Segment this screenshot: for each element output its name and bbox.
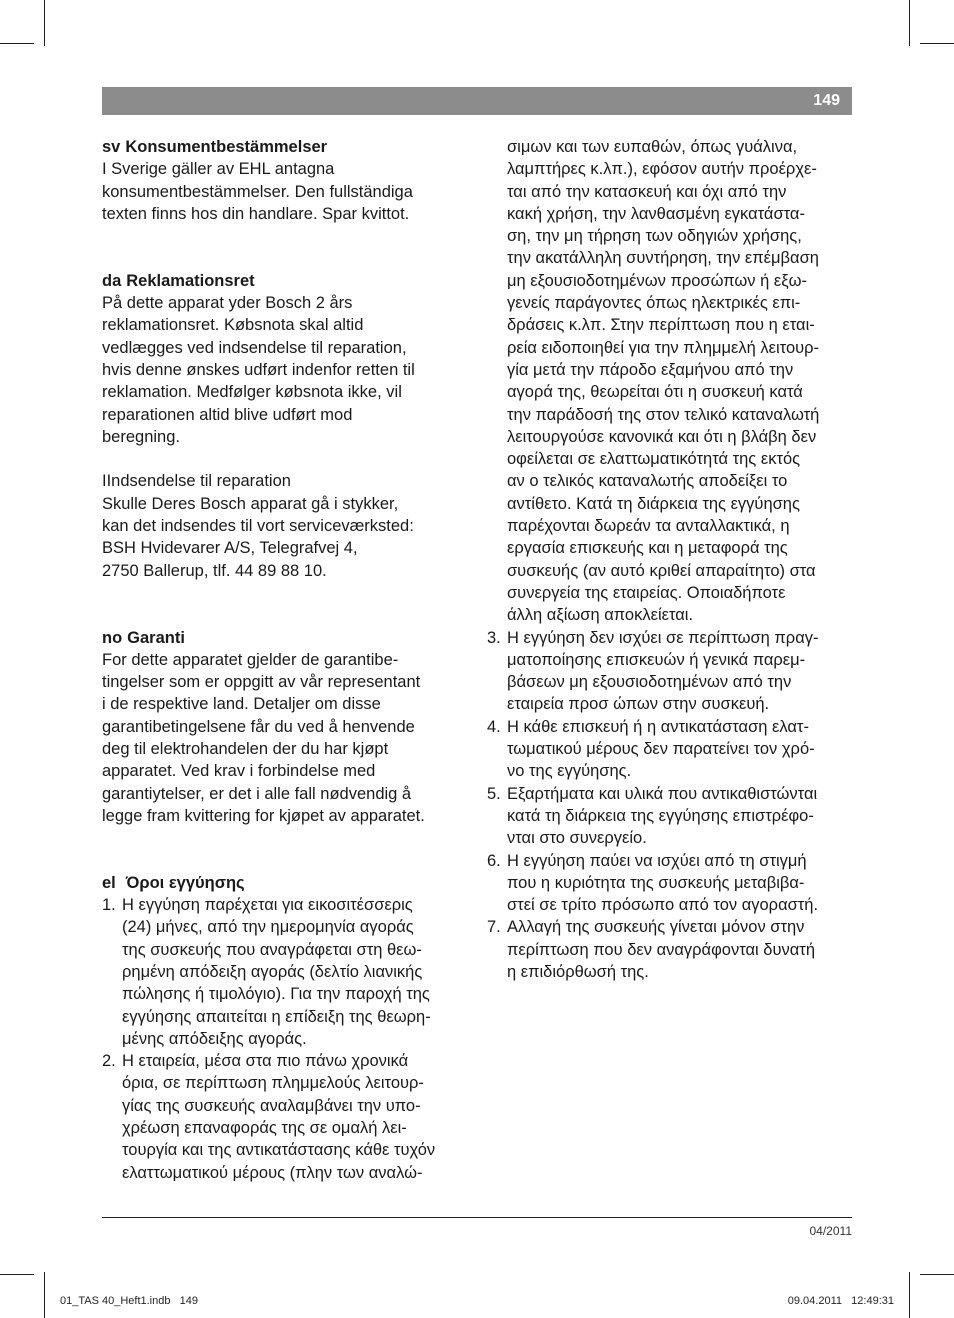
- item-line: εγγύησης απαιτείται η επίδειξη της θεωρη-: [122, 1007, 431, 1026]
- item-line: λαμπτήρες κ.λπ.), εφόσον αυτήν προέρχε-: [507, 160, 817, 179]
- paragraph-line: vedlægges ved indsendelse til reparation,: [102, 338, 407, 357]
- terms-list: [487, 627, 853, 984]
- paragraph-line: legge fram kvittering for kjøpet av apparatet.: [102, 806, 425, 825]
- item-line: Η εγγύηση παύει να ισχύει από τη στιγμή: [507, 851, 807, 870]
- item-line: Αλλαγή της συσκευής γίνεται μόνον στην: [507, 918, 805, 937]
- item-continuation: [487, 136, 853, 627]
- list-item: [102, 1050, 468, 1184]
- item-line: γενείς παράγοντες όπως ηλεκτρικές επι-: [507, 294, 801, 313]
- item-line: εταιρεία προσ ώπων στην συσκευή.: [507, 695, 770, 714]
- item-number: 7.: [487, 918, 501, 937]
- paragraph-line: BSH Hvidevarer A/S, Telegrafvej 4,: [102, 539, 358, 558]
- paragraph-line: I Sverige gäller av EHL antagna: [102, 160, 335, 179]
- item-line: Η εταιρεία, μέσα στα πιο πάνω χρονικά: [122, 1052, 409, 1071]
- section-title: [102, 270, 468, 292]
- item-line: αν ο τελικός καταναλωτής αποδείξει το: [507, 472, 788, 491]
- item-number: 2.: [102, 1052, 116, 1071]
- section-sv: [102, 136, 468, 225]
- item-line: κακή χρήση, την λανθασμένη εγκατάστα-: [507, 204, 805, 223]
- item-line: που η κυριότητα της συσκευής μεταβιβα-: [507, 873, 805, 892]
- item-line: ται από την κατασκευή και όχι από την: [507, 182, 787, 201]
- item-line: όρια, σε περίπτωση πλημμελούς λειτουρ-: [122, 1074, 424, 1093]
- paragraph-line: Skulle Deres Bosch apparat gå i stykker,: [102, 494, 399, 513]
- section-title: [102, 872, 468, 894]
- paragraph-line: beregning.: [102, 427, 180, 446]
- crop-mark: [909, 1272, 910, 1318]
- paragraph-line: konsumentbestämmelser. Den fullständiga: [102, 182, 413, 201]
- item-line: μένης απόδειξης αγοράς.: [122, 1029, 307, 1048]
- item-line: ση, την μη τήρηση των οδηγιών χρήσης,: [507, 227, 802, 246]
- item-line: πώλησης ή τιμολόγιο). Για την παροχή της: [122, 985, 430, 1004]
- right-column: [487, 136, 853, 983]
- item-line: Η εγγύηση δεν ισχύει σε περίπτωση πραγ-: [507, 628, 819, 647]
- paragraph-line: tingelser som er oppgitt av vår representant: [102, 673, 421, 692]
- item-line: Η εγγύηση παρέχεται για εικοσιτέσσερις: [122, 896, 413, 915]
- section-da: [102, 270, 468, 582]
- list-item: [487, 716, 853, 783]
- item-line: δράσεις κ.λπ. Στην περίπτωση που η εται-: [507, 316, 815, 335]
- page-number: 149: [813, 92, 840, 109]
- item-line: μη εξουσιοδοτημένων προσώπων ή εξω-: [507, 271, 807, 290]
- item-line: (24) μήνες, από την ημερομηνία αγοράς: [122, 918, 414, 937]
- item-line: άλλη αξίωση αποκλείεται.: [507, 606, 694, 625]
- paragraph-line: 2750 Ballerup, tlf. 44 89 88 10.: [102, 561, 327, 580]
- language-code: el: [102, 873, 116, 892]
- crop-mark: [44, 0, 45, 46]
- section-heading: Konsumentbestämmelser: [125, 138, 328, 156]
- item-line: λειτουργούσε κανονικά και ότι η βλάβη δεν: [507, 427, 817, 446]
- left-column: [102, 136, 468, 1184]
- item-line: αντίθετο. Κατά τη διάρκεια της εγγύησης: [507, 494, 800, 513]
- section-title: [102, 627, 468, 649]
- list-item: [487, 627, 853, 716]
- item-line: οφείλεται σε ελαττωματικότητά της εκτός: [507, 450, 801, 469]
- section-el: [102, 872, 468, 1184]
- section-heading: Garanti: [127, 628, 185, 647]
- crop-mark: [44, 1272, 45, 1318]
- paragraph-line: texten finns hos din handlare. Spar kvittot.: [102, 204, 410, 223]
- item-number: 5.: [487, 784, 501, 803]
- item-line: η επιδιόρθωσή της.: [507, 962, 649, 981]
- paragraph-line: apparatet. Ved krav i forbindelse med: [102, 762, 376, 781]
- spacer: [102, 225, 468, 270]
- item-line: γία μετά την πάροδο εξαμήνου από την: [507, 360, 794, 379]
- item-line: εργασία επισκευής και η μεταφορά της: [507, 539, 788, 558]
- item-line: γίας της συσκευής αναλαμβάνει την υπο-: [122, 1096, 421, 1115]
- section-heading: Όροι εγγύησης: [125, 873, 245, 892]
- item-line: ματοποίησης επισκευών ή γενικά παρεμ-: [507, 650, 806, 669]
- item-number: 3.: [487, 628, 501, 647]
- paragraph-line: For dette apparatet gjelder de garantibe-: [102, 650, 399, 669]
- language-code: da: [102, 271, 122, 290]
- paragraph-line: IIndsendelse til reparation: [102, 472, 291, 491]
- footer-date: 04/2011: [809, 1224, 852, 1238]
- item-line: την παράδοσή της στον τελικό καταναλωτή: [507, 405, 820, 424]
- list-item: [102, 894, 468, 1050]
- paragraph-line: På dette apparat yder Bosch 2 års: [102, 294, 353, 313]
- spacer: [102, 582, 468, 627]
- item-number: 6.: [487, 851, 501, 870]
- item-line: τωματικού μέρους δεν παρατείνει τον χρό-: [507, 740, 815, 759]
- item-line: κατά τη διάρκεια της εγγύησης επιστρέφο-: [507, 806, 814, 825]
- paragraph-line: kan det indsendes til vort serviceværksted:: [102, 517, 414, 536]
- item-line: της συσκευής που αναγράφεται στη θεω-: [122, 940, 422, 959]
- list-item: [487, 850, 853, 917]
- crop-mark: [920, 43, 954, 44]
- list-item: [487, 916, 853, 983]
- paragraph-line: hvis denne ønskes udført indenfor retten til: [102, 360, 415, 379]
- paragraph-line: garantiytelser, er det i alle fall nødvendig å: [102, 784, 412, 803]
- item-line: βάσεων μη εξουσιοδοτημένων από την: [507, 673, 792, 692]
- spacer: [102, 448, 468, 470]
- item-line: περίπτωση που δεν αναγράφονται δυνατή: [507, 940, 815, 959]
- paragraph-line: garantibetingelsene får du ved å henvende: [102, 717, 415, 736]
- item-line: συνεργεία της εταιρείας. Οποιαδήποτε: [507, 583, 786, 602]
- paragraph-line: reparationen altid blive udført mod: [102, 405, 353, 424]
- crop-mark: [909, 0, 910, 46]
- item-line: ελαττωματικού μέρους (πλην των αναλώ-: [122, 1163, 423, 1182]
- item-number: 4.: [487, 717, 501, 736]
- spacer: [102, 827, 468, 872]
- print-slug-timestamp: 09.04.2011 12:49:31: [787, 1295, 894, 1307]
- section-no: [102, 627, 468, 828]
- item-line: Εξαρτήματα και υλικά που αντικαθιστώνται: [507, 784, 818, 803]
- paragraph-line: deg til elektrohandelen der du har kjøpt: [102, 740, 389, 759]
- paragraph-line: i de respektive land. Detaljer om disse: [102, 695, 381, 714]
- section-title: [102, 136, 468, 158]
- crop-mark: [0, 1274, 34, 1275]
- item-line: νται στο συνεργείο.: [507, 829, 647, 848]
- header-bar: [102, 87, 852, 115]
- item-line: νο της εγγύησης.: [507, 762, 632, 781]
- crop-mark: [0, 43, 34, 44]
- item-number: 1.: [102, 896, 116, 915]
- item-line: χρέωση επαναφοράς της σε ομαλή λει-: [122, 1119, 407, 1138]
- language-code: no: [102, 628, 123, 647]
- paragraph-line: reklamationsret. Købsnota skal altid: [102, 316, 364, 335]
- section-heading: Reklamationsret: [126, 271, 255, 290]
- item-line: τουργία και της αντικατάστασης κάθε τυχόν: [122, 1141, 436, 1160]
- item-line: συσκευής (αν αυτό κριθεί απαραίτητο) στα: [507, 561, 816, 580]
- item-line: ρεία ειδοποιηθεί για την πλημμελή λειτουρ-: [507, 338, 820, 357]
- paragraph-line: reklamation. Medfølger købsnota ikke, vil: [102, 383, 402, 402]
- item-line: την ακατάλληλη συντήρηση, την επέμβαση: [507, 249, 819, 268]
- item-line: σιμων και των ευπαθών, όπως γυάλινα,: [507, 138, 798, 156]
- language-code: sv: [102, 138, 121, 156]
- item-line: ρημένη απόδειξη αγοράς (δελτίο λιανικής: [122, 962, 423, 981]
- print-slug-file: 01_TAS 40_Heft1.indb 149: [60, 1295, 199, 1307]
- terms-list: [102, 894, 468, 1184]
- footer-divider: [102, 1217, 852, 1218]
- item-line: Η κάθε επισκευή ή η αντικατάσταση ελατ-: [507, 717, 809, 736]
- list-item: [487, 783, 853, 850]
- crop-mark: [920, 1274, 954, 1275]
- item-line: αγορά της, θεωρείται ότι η συσκευή κατά: [507, 383, 803, 402]
- item-line: στεί σε τρίτο πρόσωπο από τον αγοραστή.: [507, 896, 819, 915]
- item-line: παρέχονται δωρεάν τα ανταλλακτικά, η: [507, 517, 790, 536]
